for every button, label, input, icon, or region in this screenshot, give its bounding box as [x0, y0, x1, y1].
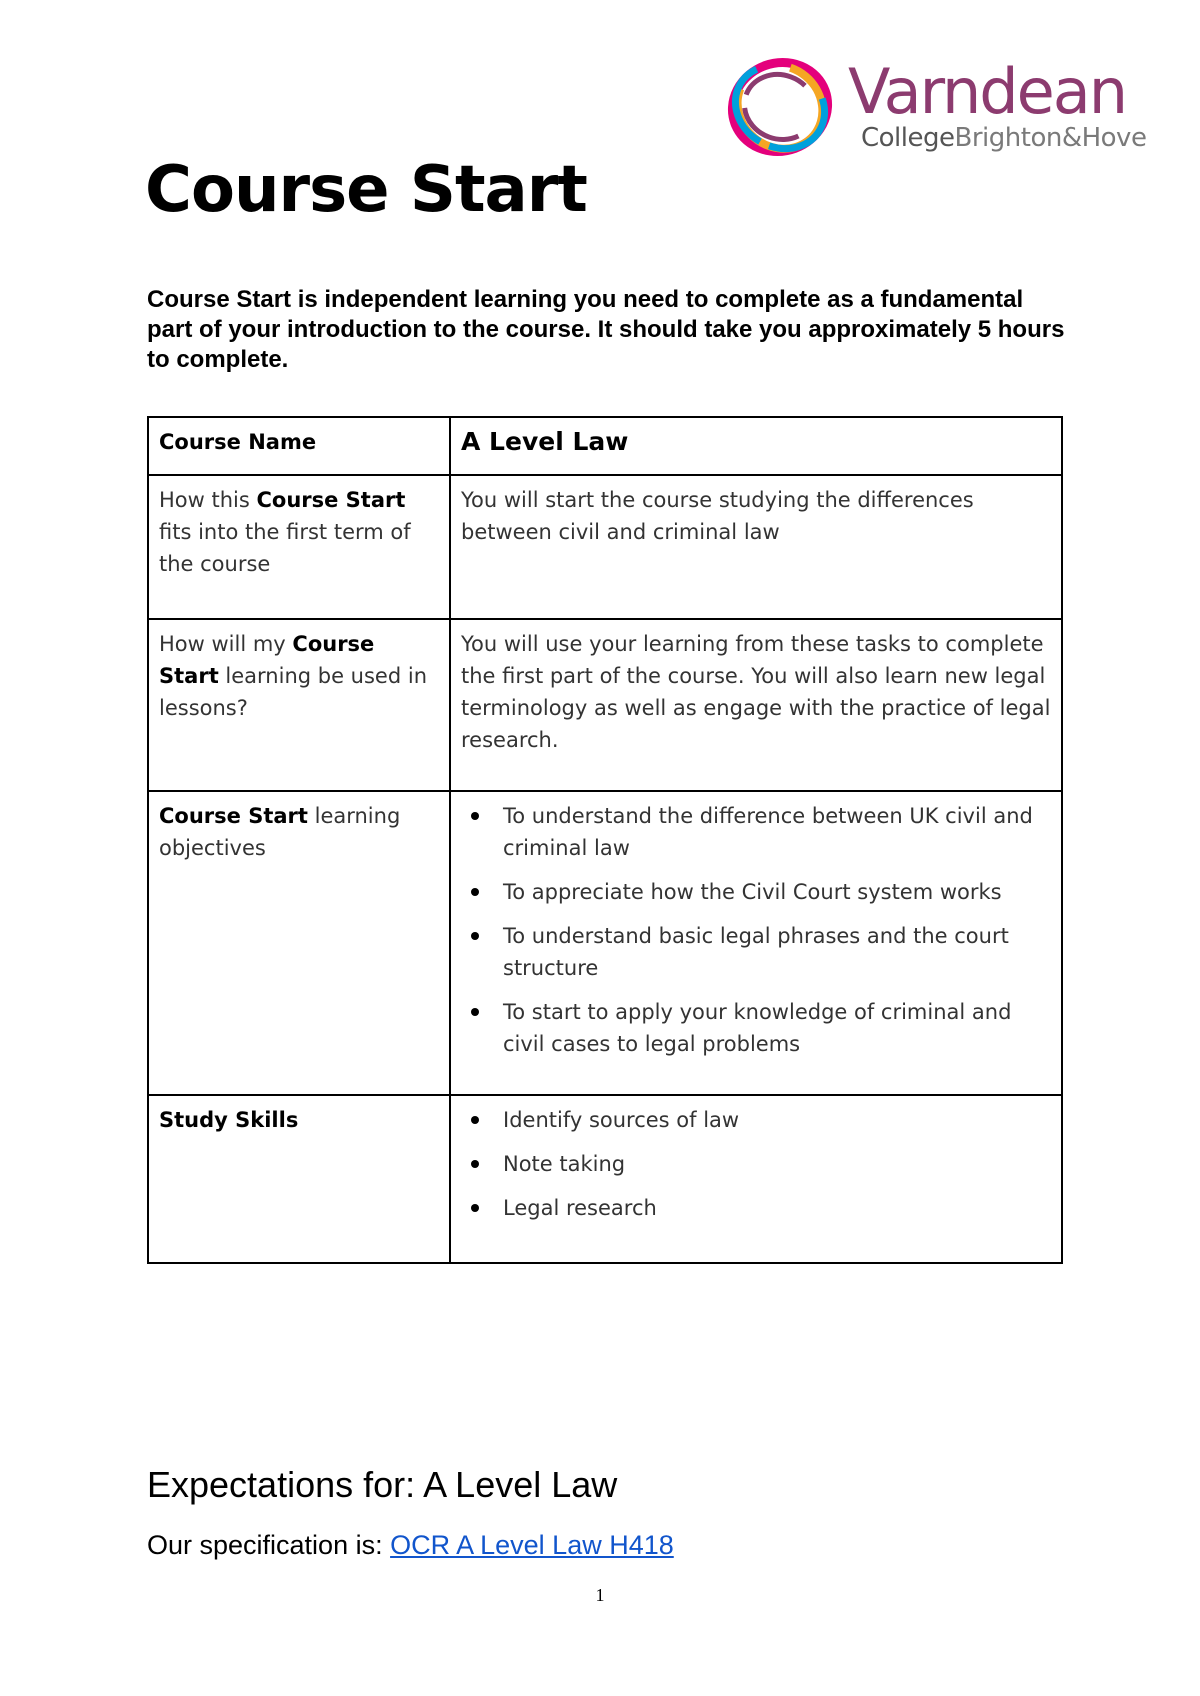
objectives-list: [461, 800, 1051, 1060]
course-name-cell: [450, 417, 1062, 475]
table-row-course-name: [148, 417, 1062, 475]
list-item: To start to apply your knowledge of criminal and civil cases to legal problems: [461, 996, 1051, 1060]
usage-label-pre: How will my: [159, 632, 293, 656]
study-skills-label: [148, 1095, 450, 1263]
logo-subtitle-place: Brighton&Hove: [954, 123, 1147, 153]
usage-label: [148, 619, 450, 791]
page-number: 1: [595, 1585, 605, 1605]
list-item: Identify sources of law: [461, 1104, 1051, 1136]
page-title: Course Start: [145, 153, 587, 227]
list-item: To appreciate how the Civil Court system works: [461, 876, 1051, 908]
varndean-logo: [725, 52, 1145, 162]
list-item: To understand the difference between UK civil and criminal law: [461, 800, 1051, 864]
usage-label-bold: Course Start: [159, 632, 375, 688]
study-skills-label-bold: Study Skills: [159, 1108, 299, 1132]
study-skills-list: [461, 1104, 1051, 1224]
objectives-label-bold: Course Start: [159, 804, 308, 828]
logo-subtitle-college: College: [861, 123, 955, 153]
specification-link[interactable]: OCR A Level Law H418: [390, 1530, 674, 1560]
course-name-label: Course Name: [148, 417, 450, 475]
fit-value: You will start the course studying the differences between civil and criminal law: [450, 475, 1062, 619]
fit-label-bold: Course Start: [256, 488, 406, 512]
specification-label: Our specification is:: [147, 1530, 391, 1560]
study-skills-cell: [450, 1095, 1062, 1263]
usage-label-post: learning be used in lessons?: [159, 664, 428, 720]
list-item: Note taking: [461, 1148, 1051, 1180]
course-info-table: [147, 416, 1063, 1264]
usage-value: You will use your learning from these tasks to complete the first part of the course. You will also learn new legal terminology as well as engage with the practice of legal research.: [450, 619, 1062, 791]
list-item: Legal research: [461, 1192, 1051, 1224]
fit-label-post: fits into the first term of the course: [159, 520, 411, 576]
table-row-objectives: [148, 791, 1062, 1095]
table-row-usage: [148, 619, 1062, 791]
fit-label: [148, 475, 450, 619]
course-name-value: A Level Law: [461, 427, 629, 456]
expectations-heading: Expectations for: A Level Law: [147, 1464, 618, 1505]
varndean-rings-icon: [725, 52, 835, 162]
objectives-cell: [450, 791, 1062, 1095]
table-row-fit: [148, 475, 1062, 619]
intro-paragraph: Course Start is independent learning you need to complete as a fundamental part of your introduction to the course. It should take you approximately 5 hours to complete.: [147, 286, 1065, 373]
specification-line: [147, 1528, 674, 1562]
logo-subtitle: [861, 122, 1146, 154]
objectives-label-post: learning objectives: [159, 804, 401, 860]
table-row-study-skills: [148, 1095, 1062, 1263]
fit-label-pre: How this: [159, 488, 257, 512]
logo-wordmark: Varndean: [848, 55, 1127, 128]
objectives-label: [148, 791, 450, 1095]
list-item: To understand basic legal phrases and the court structure: [461, 920, 1051, 984]
